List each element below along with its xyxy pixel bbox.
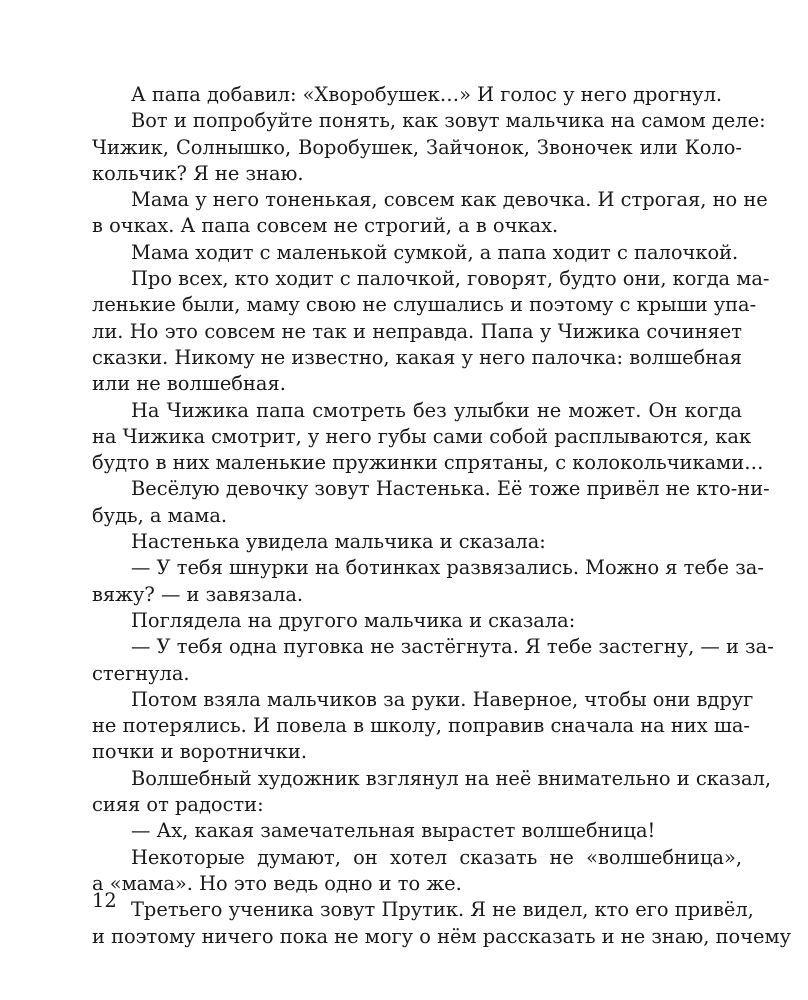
text-line: — У тебя одна пуговка не застёгнута. Я тебе застегну, — и за- (131, 635, 774, 659)
text-line: и поэтому ничего пока не могу о нём рассказать и не знаю, почему (92, 924, 791, 948)
text-line: Поглядела на другого мальчика и сказала: (131, 608, 576, 632)
text-line: на Чижика смотрит, у него губы сами собой расплываются, как (92, 424, 752, 448)
text-line: в очках. А папа совсем не строгий, а в очках. (92, 214, 559, 238)
text-line: будь, а мама. (92, 503, 228, 527)
text-line: сияя от радости: (92, 793, 264, 817)
text-line: Мама у него тоненькая, совсем как девочка. И строгая, но не (131, 188, 768, 212)
text-line: Волшебный художник взглянул на неё внимательно и сказал, (131, 766, 771, 790)
text-line: почки и воротнички. (92, 740, 307, 764)
text-line: кольчик? Я не знаю. (92, 161, 304, 185)
text-line: — У тебя шнурки на ботинках развязались. Можно я тебе за- (131, 556, 764, 580)
text-line: ли. Но это совсем не так и неправда. Папа у Чижика сочиняет (92, 319, 742, 343)
text-line: стегнула. (92, 661, 190, 685)
text-line: На Чижика папа смотреть без улыбки не может. Он когда (131, 398, 742, 422)
text-line: ленькие были, маму свою не слушались и поэтому с крыши упа- (92, 293, 757, 317)
text-line: Вот и попробуйте понять, как зовут мальчика на самом деле: (131, 109, 766, 133)
text-line: Некоторые думают, он хотел сказать не «волшебница», (131, 845, 742, 869)
text-line: Чижик, Солнышко, Воробушек, Зайчонок, Звоночек или Коло- (92, 135, 742, 159)
text-line: или не волшебная. (92, 372, 286, 396)
text-line: Мама ходит с маленькой сумкой, а папа ходит с палочкой. (131, 240, 739, 264)
text-line: вяжу? — и завязала. (92, 582, 304, 606)
text-line: Третьего ученика зовут Прутик. Я не видел, кто его привёл, (131, 898, 754, 922)
text-line: Настенька увидела мальчика и сказала: (131, 530, 546, 554)
text-line: — Ах, какая замечательная вырастет волшебница! (131, 819, 656, 843)
text-line: а «мама». Но это ведь одно и то же. (92, 871, 462, 895)
text-line: Весёлую девочку зовут Настенька. Её тоже привёл не кто-ни- (131, 477, 770, 501)
text-line: не потерялись. И повела в школу, поправив сначала на них ша- (92, 714, 750, 738)
text-line: Потом взяла мальчиков за руки. Наверное, чтобы они вдруг (131, 687, 754, 711)
text-line: А папа добавил: «Хворобушек…» И голос у него дрогнул. (131, 83, 723, 106)
text-line: Про всех, кто ходит с палочкой, говорят, будто они, когда ма- (131, 267, 770, 291)
page-text (92, 82, 791, 950)
page-number: 12 (92, 889, 117, 912)
text-line: будто в них маленькие пружинки спрятаны, с колокольчиками… (92, 451, 764, 475)
text-line: сказки. Никому не известно, какая у него палочка: волшебная (92, 345, 742, 369)
